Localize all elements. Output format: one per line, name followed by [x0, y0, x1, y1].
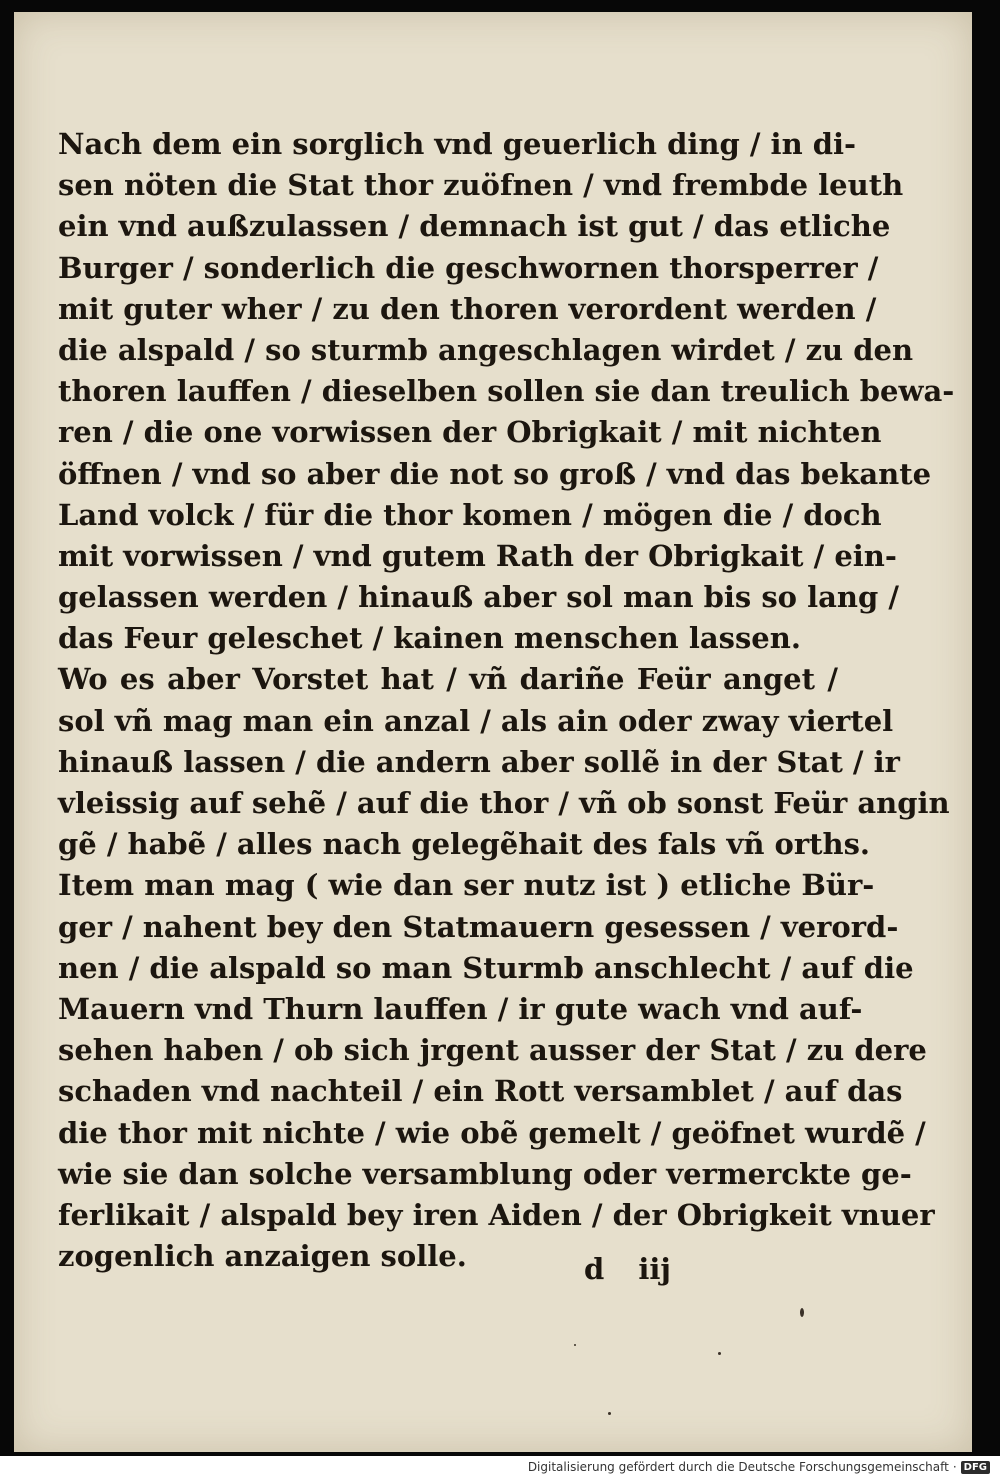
text-line: nen / die alspald so man Sturmb anschlecht / auf die [58, 950, 914, 985]
text-line: ger / nahent bey den Statmauern gesessen / verord- [58, 909, 899, 944]
text-line: Wo es aber Vorstet hat / vñ dariñe Feür anget / [58, 662, 838, 697]
text-line: Mauern vnd Thurn lauffen / ir gute wach vnd auf- [58, 991, 863, 1026]
book-page [14, 12, 972, 1452]
text-line: schaden vnd nachteil / ein Rott versamblet / auf das [58, 1074, 903, 1109]
text-line: gẽ / habẽ / alles nach gelegẽhait des fals vñ orths. [58, 827, 871, 862]
text-line: zogenlich anzaigen solle. [58, 1239, 467, 1274]
text-line: die thor mit nichte / wie obẽ gemelt / geöfnet wurdẽ / [58, 1115, 926, 1150]
text-line: das Feur geleschet / kainen menschen lassen. [58, 621, 801, 656]
text-line: ein vnd außzulassen / demnach ist gut / das etliche [58, 209, 891, 244]
signature-mark: d iij [584, 1252, 671, 1286]
text-line: sehen haben / ob sich jrgent ausser der Stat / zu dere [58, 1033, 927, 1068]
text-line: ferlikait / alspald bey iren Aiden / der Obrigkeit vnuer [58, 1197, 935, 1232]
text-line: gelassen werden / hinauß aber sol man bis so lang / [58, 580, 899, 615]
text-line: sen nöten die Stat thor zuöfnen / vnd frembde leuth [58, 168, 904, 203]
paper-speck [574, 1344, 576, 1346]
text-line: sol vñ mag man ein anzal / als ain oder zway viertel [58, 703, 894, 738]
text-line: ren / die one vorwissen der Obrigkait / mit nichten [58, 415, 882, 450]
text-line: thoren lauffen / dieselben sollen sie dan treulich bewa- [58, 374, 955, 409]
footer-credit: Digitalisierung gefördert durch die Deutsche Forschungsgemeinschaft [527, 1460, 949, 1474]
text-line: vleissig auf sehẽ / auf die thor / vñ ob sonst Feür angin [58, 786, 950, 820]
text-line: mit vorwissen / vnd gutem Rath der Obrigkait / ein- [58, 538, 897, 573]
text-line: Burger / sonderlich die geschwornen thorsperrer / [58, 250, 879, 285]
text-line: Nach dem ein sorglich vnd geuerlich ding / in di- [58, 127, 857, 161]
page-text [58, 124, 955, 1277]
text-line: die alspald / so sturmb angeschlagen wirdet / zu den [58, 332, 914, 367]
paper-speck [718, 1352, 721, 1355]
dfg-logo: DFG [961, 1461, 990, 1474]
text-line: wie sie dan solche versamblung oder vermerckte ge- [58, 1156, 912, 1191]
text-line: Item man mag ( wie dan ser nutz ist ) etliche Bür- [58, 868, 875, 903]
paper-speck [608, 1412, 611, 1415]
text-line: öffnen / vnd so aber die not so groß / vnd das bekante [58, 456, 932, 491]
text-line: hinauß lassen / die andern aber sollẽ in der Stat / ir [58, 744, 900, 779]
text-line: Land volck / für die thor komen / mögen die / doch [58, 497, 882, 532]
footer-separator: · [952, 1460, 957, 1474]
paper-speck [800, 1308, 804, 1317]
digitization-footer [528, 1460, 990, 1474]
text-line: mit guter wher / zu den thoren verordent werden / [58, 291, 877, 326]
